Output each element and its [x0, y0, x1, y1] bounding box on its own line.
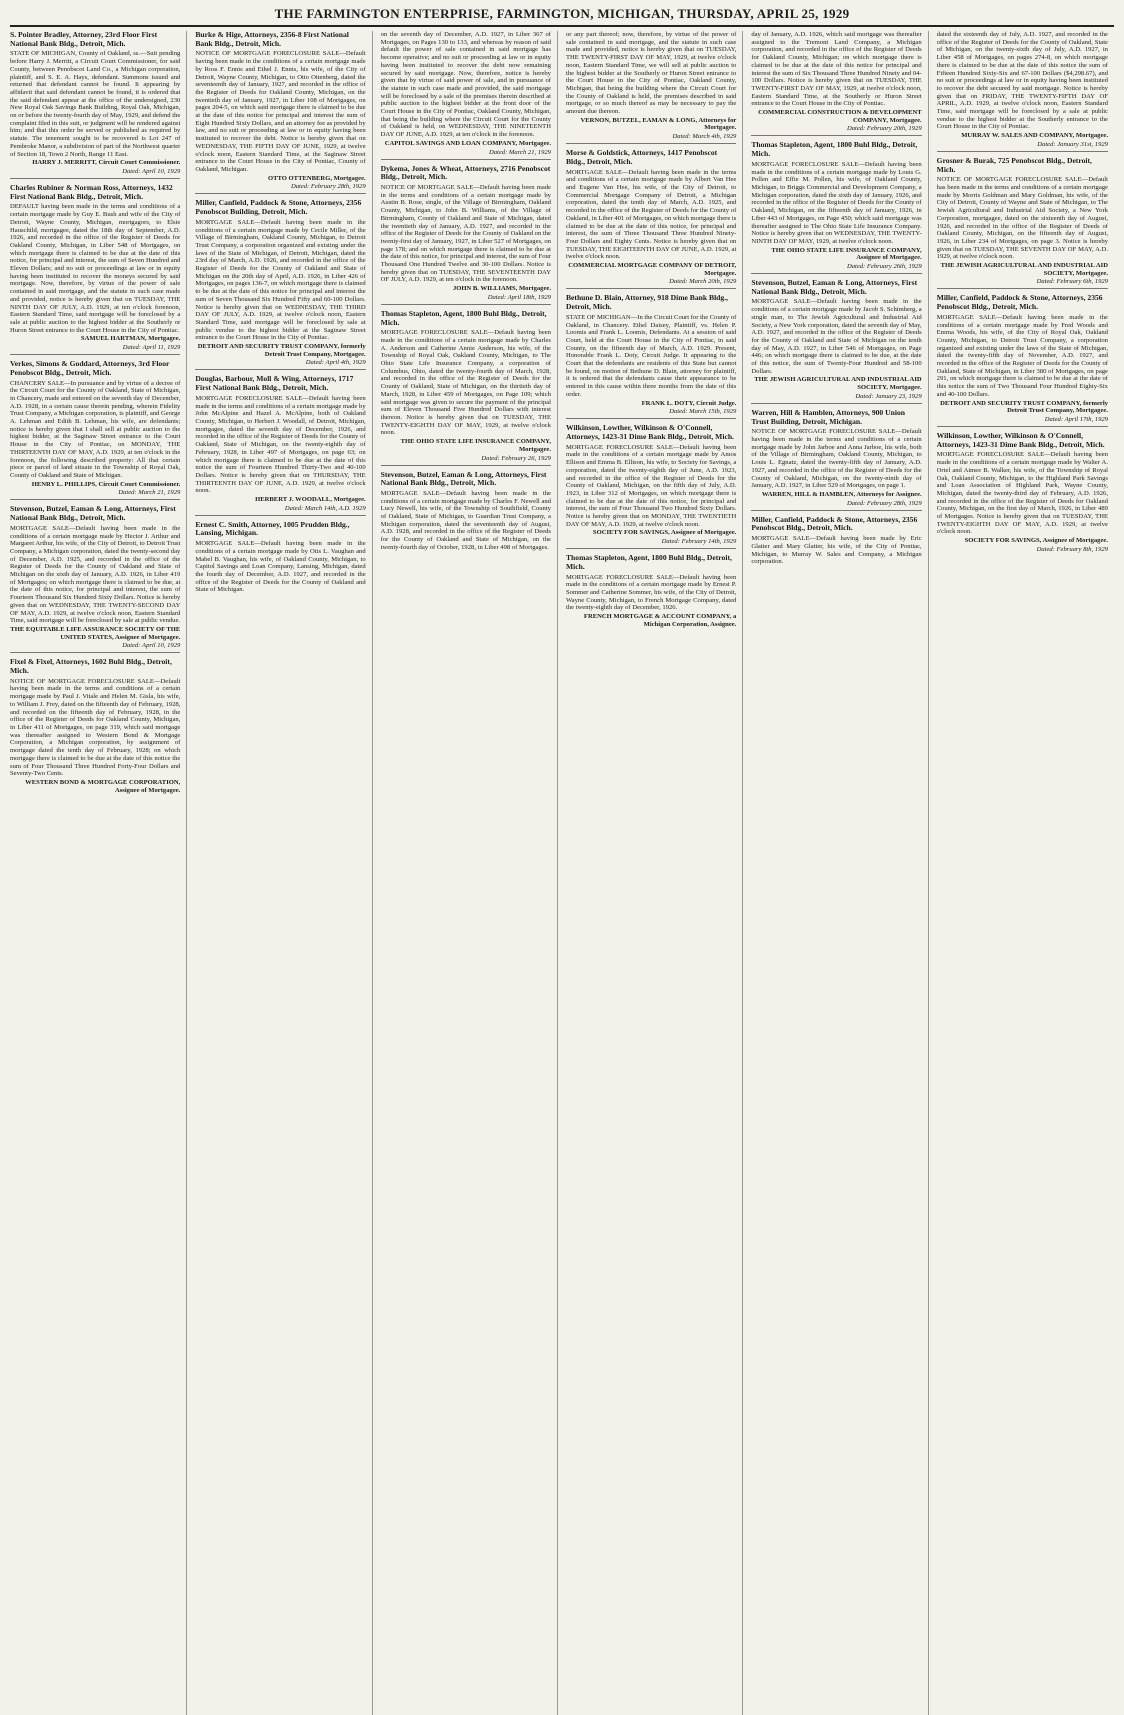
legal-notice — [381, 471, 551, 555]
column-4 — [566, 31, 743, 1715]
notice-heading: Wilkinson, Lowther, Wilkinson & O'Connell, Attorneys, 1423-31 Dime Bank Bldg., Detroit, Mich. — [565, 423, 734, 442]
notice-signature: SOCIETY FOR SAVINGS, Assignee of Mortgagee. — [964, 537, 1108, 545]
notice-body: NOTICE OF MORTGAGE FORECLOSURE SALE—Default having been made in the conditions of a certain mortgage made by Ross F. Ennis and Ethel J. Ennis, his wife, of the City of Detroit, Wayne County, Michigan, to Otto Ottenberg, dated the seventeenth day of January, 1927, and recorded in the office of the Register of Deeds for Oakland County, Michigan, on the twentieth day of January, 1927, in Liber 108 of Mortgages, on pages 204-5, on which said mortgage there is claimed to be due at the date of this notice for principal and interest the sum of Eight Hundred Sixty Dollars, and an attorney fee as provided by law, and no suit or proceeding at law or in equity having been instituted to recover the debt. Notice is hereby given that on WEDNESDAY, THE FIFTH DAY OF JUNE, 1929, at twelve o'clock noon, Eastern Standard Time, at the Saginaw Street entrance to the Court House in the City of Pontiac, County of Oakland, Michigan. — [195, 50, 366, 173]
notice-body: STATE OF MICHIGAN—In the Circuit Court for the County of Oakland, in Chancery. Ethel Daisey, Plaintiff, vs. Helen P. Loomis and Frank L. Loomis, Defendants. At a session of said Court, held at the Court House in the City of Pontiac, in said County, on the fifteenth day of March, A.D. 1929. Present, Honorable Frank L. Doty, Circuit Judge. It appearing to the Court that the defendants are residents of this State but cannot be found, on motion of Bethune D. Blain, attorney for plaintiff, it is ordered that the defendants cause their appearance to be entered in this cause within three months from the date of this order. — [565, 313, 737, 398]
legal-notice — [566, 294, 736, 419]
notice-body: MORTGAGE SALE—Default having been made in the conditions of a certain mortgage made by Cecile Miller, of the Village of Birmingham, Oakland County, Michigan, to Detroit Trust Company, a corporation organized and existing under the laws of the State of Michigan, of Detroit, Michigan, dated the 23rd day of March, A.D. 1926, and recorded in the office of the Register of Deeds for the County of Oakland and State of Michigan on the 20th day of April, A.D. 1926, in Liber 426 of Mortgages, on pages 136-7, on which mortgage there is claimed to be due at the date of this notice for principal and interest the sum of Seven Thousand Six Hundred Fifty and 60-100 Dollars. Notice is hereby given that on WEDNESDAY, THE THIRD DAY OF JULY, A.D. 1929, at twelve o'clock noon, Eastern Standard Time, said mortgage will be foreclosed by sale at public vendue to the highest bidder at the Saginaw Street entrance to the Court House in the City of Pontiac. — [195, 218, 366, 342]
notice-signature: THE JEWISH AGRICULTURAL AND INDUSTRIAL AID SOCIETY, Mortgagee. — [940, 262, 1108, 277]
notice-date: Dated: April 11, 1929 — [122, 344, 181, 352]
notice-signature: THE OHIO STATE LIFE INSURANCE COMPANY, Mortgagee. — [400, 438, 551, 453]
legal-notice — [566, 554, 736, 631]
legal-notice — [10, 360, 180, 500]
legal-notice — [566, 149, 736, 289]
legal-notice — [381, 310, 551, 466]
notice-heading: S. Pointer Bradley, Attorney, 23rd Floor First National Bank Bldg., Detroit, Mich. — [10, 31, 158, 48]
notice-signature: VERNON, BUTZEL, EAMAN & LONG, Attorneys for Mortgagee. — [580, 116, 737, 132]
notice-signature: MURRAY W. SALES AND COMPANY, Mortgagee. — [961, 132, 1108, 140]
notice-heading: Burke & Hige, Attorneys, 2356-8 First National Bank Bldg., Detroit, Mich. — [195, 31, 349, 48]
notice-heading: Grosner & Burak, 725 Penobscot Bldg., Detroit, Mich. — [936, 155, 1092, 174]
notice-date: Dated: January 31st, 1929 — [1037, 140, 1108, 148]
notice-body: or any part thereof; now, therefore, by virtue of the power of sale contained in said mortgage, and the statute in such case made and provided, notice is hereby given that on TUESDAY, THE TWENTY-FIRST DAY OF MAY, 1929, at twelve o'clock noon, Eastern Standard Time, we will sell at public auction to the highest bidder at the Southerly or Huron Street entrance to the Court House in the City of Pontiac, Oakland County, Michigan, that being the building where the Circuit Court for the County of Oakland is held, the premises described in said mortgage, or so much thereof as may be necessary to pay the amount due thereon. — [565, 31, 737, 116]
notice-body: dated the sixteenth day of July, A.D. 1927, and recorded in the office of the Register of Deeds for the County of Oakland, State of Michigan, on the twenty-sixth day of July, A.D. 1927, in Liber 458 of Mortgages, on pages 274-8, on which mortgage there is claimed to be due at the date of this notice the sum of Fifteen Hundred Sixty-Six and 67-100 Dollars ($4,298.67), and no suit or proceedings at law or in equity having been instituted to recover the debt secured by said mortgage. Notice is hereby given that on FRIDAY, THE TWENTY-FIFTH DAY OF APRIL, A.D. 1929, at twelve o'clock noon, Eastern Standard Time, said mortgage will be foreclosed by a sale at public vendue to the highest bidder at the Southerly entrance to the Court House in the City of Pontiac. — [936, 31, 1108, 131]
notice-body: MORTGAGE SALE—Default having been made in the terms and conditions of a certain mortgage made by Albert Van Hee and Eugene Van Hee, his wife, of the City of Detroit, to Commercial Mortgage Company of Detroit, a Michigan corporation, dated the tenth day of March, A.D. 1925, and recorded in the office of the Register of Deeds for the County of Oakland, in Liber 401 of Mortgages, on which mortgage there is claimed to be due at the date of this notice, for principal and interest, the sum of Three Thousand Three Hundred Ninety-Four Dollars and Eighty Cents. Notice is hereby given that on TUESDAY, THE EIGHTEENTH DAY OF JUNE, A.D. 1929, at twelve o'clock noon. — [565, 168, 737, 261]
notice-body: MORTGAGE FORECLOSURE SALE—Default having been made in the conditions of a certain mortgage made by Charles A. Anderson and Catherine Annie Anderson, his wife, of the Township of Royal Oak, Oakland County, Michigan, to The Ohio State Life Insurance Company, a corporation of Columbus, Ohio, dated the twenty-fourth day of March, 1928, and recorded in the office of the Register of Deeds for the County of Oakland, State of Michigan, on the thirtieth day of March, 1928, in Liber 459 of Mortgages, on Page 109; which said mortgage was given to secure the payment of the principal sum of Eleven Thousand Five Hundred Dollars with interest thereon. Notice is hereby given that on TUESDAY, THE TWENTY-EIGHTH DAY OF MAY, 1929, at twelve o'clock noon. — [380, 329, 551, 437]
legal-notice — [751, 516, 921, 569]
columns-container — [10, 31, 1114, 1715]
notice-body: MORTGAGE SALE—Default having been made in the conditions of a certain mortgage made by Otis L. Vaughan and Mabel B. Vaughan, his wife, of Oakland County, Michigan, to Capitol Savings and Loan Company, Lansing, Michigan, dated the fourth day of December, A.D. 1927, and recorded in the office of the Register of Deeds for the County of Oakland and State of Michigan. — [195, 540, 366, 594]
legal-notice — [195, 375, 365, 515]
notice-signature: SOCIETY FOR SAVINGS, Assignee of Mortgagee. — [592, 529, 737, 537]
notice-date: Dated: February 14th, 1929 — [661, 538, 737, 546]
legal-notice — [566, 31, 736, 144]
notice-date: Dated: February 8th, 1929 — [1036, 545, 1108, 553]
notice-date: Dated: February 28th, 1929 — [290, 183, 366, 191]
notice-date: Dated: March 15th, 1929 — [669, 408, 737, 416]
notice-heading: Charles Rubiner & Norman Ross, Attorneys, 1432 First National Bank Bldg., Detroit, Mich. — [10, 182, 173, 201]
notice-date: Dated: March 21, 1929 — [488, 148, 551, 156]
notice-body: STATE OF MICHIGAN, County of Oakland, ss.—Suit pending before Harry J. Merritt, a Circuit Court Commissioner, for said County, between Penobscot Land Co., a Michigan corporation, plaintiff, and S. E. A. Hays, defendant. Summons issued and returned that defendant cannot be found. It appearing by affidavit that said defendant cannot be found, it is ordered that the said defendant appear at the office of the undersigned, 230 New Royal Oak Savings Bank Building, Royal Oak, Michigan, on or before the twenty-fourth day of May, 1929, and defend the complaint filed in this suit, or judgment will be rendered against him; and that this order be served or published as required by statute. The tenement sought to be recovered is Lot 247 of Pembroke Manor, a subdivision of part of the Northwest quarter of Section 18, Town 2 North, Range 11 East. — [10, 50, 181, 158]
notice-heading: Stevenson, Butzel, Eaman & Long, Attorneys, First National Bank Bldg., Detroit, Mich. — [10, 504, 176, 523]
notice-date: Dated: April 18th, 1929 — [487, 293, 551, 301]
notice-heading: Verkes, Simons & Goddard, Attorneys, 3rd Floor Penobscot Bldg., Detroit, Mich. — [10, 359, 170, 377]
legal-notice — [937, 432, 1108, 556]
notice-heading: Miller, Canfield, Paddock & Stone, Attorneys, 2356 Penobscot Bldg., Detroit, Mich. — [751, 514, 918, 533]
legal-notice — [381, 165, 551, 305]
column-5 — [751, 31, 928, 1715]
notice-date: Dated: April 17th, 1929 — [1044, 416, 1108, 423]
notice-signature: SAMUEL HARTMAN, Mortgagee. — [80, 335, 181, 343]
notice-body: NOTICE OF MORTGAGE FORECLOSURE SALE—Default having been made in the terms and conditions of a certain mortgage made by John Jarboe and Anna Jarboe, his wife, both of the Village of Birmingham, Oakland County, Michigan, to Louis L. Egnatz, dated the twenty-fifth day of January, A.D. 1927, and recorded in the office of the Register of Deeds for the County of Oakland, Michigan, on the twenty-ninth day of January, A.D. 1927, in Liber 529 of Mortgages, on page 1. — [751, 428, 922, 490]
notice-body: day of January, A.D. 1926, which said mortgage was thereafter assigned to the Tremont Land Company, a Michigan corporation, and recorded in the office of the Register of Deeds for Oakland County, Michigan; on which mortgage there is claimed to be due at the date of this notice for principal and interest the sum of Six Thousand Three Hundred Ninety and 04-100 Dollars. Notice is hereby given that on TUESDAY, THE TWENTY-FIRST DAY OF MAY, 1929, at twelve o'clock noon, Eastern Standard Time, at the Southerly or Huron Street entrance to the Court House in the City of Pontiac. — [751, 31, 922, 108]
column-3 — [381, 31, 558, 1715]
column-2 — [195, 31, 372, 1715]
legal-notice — [937, 31, 1108, 152]
notice-body: CHANCERY SALE—In pursuance and by virtue of a decree of the Circuit Court for the County of Oakland, State of Michigan, in Chancery, made and entered on the seventh day of December, A.D. 1928, in a certain cause therein pending, wherein Fidelity Trust Company, a Michigan corporation, is plaintiff, and George A. Lehman and Edith B. Lehman, his wife, are defendants; notice is hereby given that I shall sell at public auction to the highest bidder, at the Saginaw Street entrance to the Court House in the City of Pontiac, on MONDAY, THE THIRTEENTH DAY OF MAY, A.D. 1929, at ten o'clock in the forenoon, the following described property: All that certain piece or parcel of land situate in the Township of Royal Oak, County of Oakland and State of Michigan. — [10, 379, 181, 479]
notice-signature: DETROIT AND SECURITY TRUST COMPANY, formerly Detroit Trust Company, Mortgagee. — [197, 343, 366, 358]
notice-date: Dated: March 14th, A.D. 1929 — [284, 504, 366, 512]
notice-body: MORTGAGE FORECLOSURE SALE—Default having been made in the conditions of a certain mortgage made by Louis G. Pollen and Effie M. Pollen, his wife, of Oakland County, Michigan, to Briggs Commercial and Development Company, a Michigan corporation, dated the sixth day of January, 1926, and recorded in the office of the Register of Deeds for the County of Oakland, Michigan, on the fifteenth day of January, 1926, in Liber 443 of Mortgages, on Page 450; which said mortgage was thereafter assigned to The Ohio State Life Insurance Company. Notice is hereby given that on WEDNESDAY, THE TWENTY-NINTH DAY OF MAY, 1929, at twelve o'clock noon. — [751, 160, 922, 245]
column-6 — [937, 31, 1114, 1715]
notice-signature: COMMERCIAL MORTGAGE COMPANY OF DETROIT, Mortgagee. — [568, 262, 737, 277]
notice-signature: THE JEWISH AGRICULTURAL AND INDUSTRIAL AID SOCIETY, Mortgagee. — [754, 376, 922, 392]
legal-notice — [10, 658, 180, 797]
notice-body: MORTGAGE FORECLOSURE SALE—Default having been made in the conditions of a certain mortgage made by Ernest P. Sommer and Catherine Sommer, his wife, of the City of Detroit, Wayne County, Michigan, to French Mortgage Company, dated the twenty-eighth day of December, 1926. — [565, 573, 737, 612]
notice-heading: Stevenson, Butzel, Eaman & Long, Attorneys, First National Bank Bldg., Detroit, Mich. — [751, 278, 918, 296]
notice-body: MORTGAGE SALE—Default having been made in the conditions of a certain mortgage made by Charles F. Newell and Lucy Newell, his wife, of the Township of Southfield, County of Oakland, State of Michigan, to Guardian Trust Company, a Michigan corporation, dated the seventeenth day of August, A.D. 1928, and recorded in the office of the Register of Deeds for the County of Oakland and State of Michigan, on the twenty-fourth day of October, 1928, in Liber 498 of Mortgages. — [380, 489, 551, 551]
notice-heading: Wilkinson, Lowther, Wilkinson & O'Connell, Attorneys, 1423-31 Dime Bank Bldg., Detroit, Mich. — [936, 431, 1105, 449]
notice-heading: Thomas Stapleton, Agent, 1800 Buhl Bldg., Detroit, Mich. — [751, 140, 918, 159]
notice-signature: THE OHIO STATE LIFE INSURANCE COMPANY, Assignee of Mortgagee. — [771, 246, 922, 262]
notice-body: MORTGAGE SALE—Default having been made by Eric Glatter and Mary Glatter, his wife, of the City of Pontiac, Michigan, to Murray W. Sales and Company, a Michigan corporation. — [751, 535, 922, 566]
notice-signature: HERBERT J. WOODALL, Mortgagee. — [255, 496, 366, 504]
notice-heading: Miller, Canfield, Paddock & Stone, Attorneys, 2356 Penobscot Bldg., Detroit, Mich. — [936, 293, 1103, 312]
notice-heading: Ernest C. Smith, Attorney, 1005 Prudden Bldg., Lansing, Michigan. — [195, 519, 350, 538]
notice-signature: DETROIT AND SECURITY TRUST COMPANY, formerly Detroit Trust Company, Mortgagee. — [940, 399, 1108, 415]
notice-body: MORTGAGE SALE—Default having been made in the conditions of a certain mortgage made by Fred Woods and Emma Woods, his wife, of the City of Royal Oak, Oakland County, Michigan, to Detroit Trust Company, a corporation organized and existing under the laws of the State of Michigan, dated the twenty-fifth day of November, A.D. 1927, and recorded in the office of the Register of Deeds for the County of Oakland, State of Michigan, in Liber 380 of Mortgages, on page 291, on which mortgage there is claimed to be due at the date of this notice the sum of Two Thousand Four Hundred Eighty-Six and 40-100 Dollars. — [936, 313, 1108, 398]
notice-signature: CAPITOL SAVINGS AND LOAN COMPANY, Mortgagee. — [384, 139, 551, 147]
notice-signature: FRANK L. DOTY, Circuit Judge. — [641, 399, 737, 407]
notice-signature: HENRY L. PHILLIPS, Circuit Court Commissioner. — [31, 480, 181, 488]
notice-signature: WESTERN BOND & MORTGAGE CORPORATION, Assignee of Mortgagee. — [25, 778, 181, 794]
notice-signature: HARRY J. MERRITT, Circuit Court Commissioner. — [32, 159, 181, 167]
notice-heading: Douglas, Barbour, Moll & Wing, Attorneys, 1717 First National Bank Bldg., Detroit, Mich. — [195, 374, 354, 393]
notice-date: Dated: January 23, 1929 — [855, 392, 922, 400]
legal-notice — [937, 157, 1108, 290]
notice-date: Dated: February 20th, 1929 — [846, 125, 922, 133]
notice-heading: Thomas Stapleton, Agent, 1800 Buhl Bldg., Detroit, Mich. — [380, 308, 547, 327]
legal-notice — [10, 31, 180, 179]
notice-body: MORTGAGE SALE—Default having been made in the conditions of a certain mortgage made by Jacob S. Schimberg, a single man, to The Jewish Agricultural and Industrial Aid Society, a New York corporation, dated the seventh day of May, A.D. 1927, and recorded in the office of the Register of Deeds for the County of Oakland and State of Michigan on the tenth day of May, A.D. 1927, in Liber 546 of Mortgages, on Page 446; on which mortgage there is claimed to be due, at the date of this notice, the sum of Twenty-Four Hundred and 58-100 Dollars. — [751, 298, 922, 375]
notice-date: Dated: April 4th, 1929 — [305, 359, 366, 367]
notice-heading: Fixel & Fixel, Attorneys, 1602 Buhl Bldg., Detroit, Mich. — [10, 657, 172, 676]
notice-signature: COMMERCIAL CONSTRUCTION & DEVELOPMENT COMPANY, Mortgagee. — [758, 109, 922, 124]
notice-body: MORTGAGE FORECLOSURE SALE—Default having been made in the terms and conditions of a certain mortgage made by John McAlpine and Hazel A. McAlpine, both of Oakland County, Michigan, to Herbert J. Woodall, of Detroit, Michigan, mortgagee, dated the seventh day of December, 1926, and recorded in the office of the Register of Deeds for the County of Oakland, State of Michigan, on the twenty-eighth day of February, 1928, in Liber 497 of Mortgages, on page 63; on which mortgage there is claimed to be due at the date of this notice the sum of Fourteen Hundred Thirty-Two and 40-100 Dollars. Notice is hereby given that on THURSDAY, THE THIRTEENTH DAY OF JUNE, A.D. 1929, at twelve o'clock noon. — [195, 394, 366, 495]
notice-date: Dated: February 6th, 1929 — [1036, 278, 1108, 286]
legal-notice — [937, 294, 1108, 427]
notice-date: Dated: April 10, 1929 — [122, 642, 181, 650]
notice-signature: JOHN B. WILLIAMS, Mortgagee. — [452, 285, 551, 293]
notice-date: Dated: March 21, 1929 — [118, 489, 181, 497]
notice-body: on the seventh day of December, A.D. 1927, in Liber 367 of Mortgages, on Pages 130 to 133, and whereas by reason of said default the power of sale contained in said mortgage has become operative; and no suit or proceeding at law or in equity having been instituted to recover the debt now remaining secured by said mortgage. Now, therefore, notice is hereby given that by virtue of said power of sale, and in pursuance of the statute in such case made and provided, the said mortgage will be foreclosed by a sale of the premises therein described at public auction to the highest bidder at the front door of the Court House in the City of Pontiac, Oakland County, Michigan, that being the building where the Circuit Court for the County of Oakland is held, on WEDNESDAY, THE NINETEENTH DAY OF JUNE, A.D. 1929, at ten o'clock in the forenoon. — [380, 31, 551, 139]
notice-signature: FRENCH MORTGAGE & ACCOUNT COMPANY, a Michigan Corporation, Assignee. — [583, 613, 737, 628]
legal-notice — [381, 31, 551, 160]
legal-notice — [10, 505, 180, 653]
legal-notice — [10, 184, 180, 355]
notice-heading: Stevenson, Butzel, Eaman & Long, Attorneys, First National Bank Bldg., Detroit, Mich. — [380, 469, 547, 488]
notice-signature: OTTO OTTENBERG, Mortgagee. — [267, 174, 366, 182]
notice-body: NOTICE OF MORTGAGE FORECLOSURE SALE—Default has been made in the terms and conditions of a certain mortgage made by Morris Goldman and Mary Goldman, his wife, of the City of Detroit, County of Wayne and State of Michigan, to The Jewish Agricultural and Industrial Aid Society, a New York Corporation, mortgagee, dated on the sixteenth day of August, 1926, and recorded in the office of the Register of Deeds of Oakland County, Michigan, on the fifteenth day of August, 1926, in Liber 234 of Mortgages, on page 3. Notice is hereby given that on TUESDAY, THE SEVENTH DAY OF MAY, A.D. 1929, at twelve o'clock noon. — [936, 176, 1108, 261]
legal-notice — [751, 409, 921, 511]
notice-date: Dated: February 26, 1929 — [481, 454, 551, 462]
legal-notice — [751, 31, 921, 136]
legal-notice — [751, 279, 921, 404]
notice-heading: Miller, Canfield, Paddock & Stone, Attorneys, 2356 Penobscot Building, Detroit, Mich. — [195, 198, 362, 217]
notice-body: MORTGAGE FORECLOSURE SALE—Default having been made in the conditions of a certain mortgage made by Walter A. Ortel and Aimee B. Walker, his wife, of the Township of Royal Oak, Oakland County, Michigan, to the Highland Park Savings and Loan Association of Highland Park, Wayne County, Michigan, dated the twenty-third day of February, A.D. 1926, and recorded in the office of the Register of Deeds for Oakland County, Michigan, on the first day of March, 1926, in Liber 489 of Mortgages. Notice is hereby given that on TUESDAY, THE TWENTY-EIGHTH DAY OF MAY, A.D. 1929, at twelve o'clock noon. — [936, 451, 1108, 536]
notice-heading: Thomas Stapleton, Agent, 1800 Buhl Bldg., Detroit, Mich. — [565, 553, 732, 571]
column-1 — [10, 31, 187, 1715]
masthead: THE FARMINGTON ENTERPRISE, FARMINGTON, MICHIGAN, THURSDAY, APRIL 25, 1929 — [10, 6, 1114, 27]
notice-date: Dated: April 10, 1929 — [122, 167, 181, 175]
legal-notice — [566, 424, 736, 549]
notice-signature: WARREN, HILL & HAMBLEN, Attorneys for Assignee. — [761, 490, 922, 498]
notice-body: MORTGAGE FORECLOSURE SALE—Default having been made in the conditions of a certain mortgage made by Amos Ellison and Emma B. Ellison, his wife, to Society for Savings, a corporation, dated the twenty-eighth day of June, A.D. 1923, and recorded in the office of the Register of Deeds for the County of Oakland, Michigan, on the fifth day of July, A.D. 1923, in Liber 312 of Mortgages, on which mortgage there is claimed to be due at the date of this notice, for principal and interest, the sum of Four Thousand Two Hundred Sixty Dollars. Notice is hereby given that on MONDAY, THE TWENTIETH DAY OF MAY, A.D. 1929, at twelve o'clock noon. — [565, 443, 737, 528]
legal-notice — [195, 199, 365, 370]
notice-date: Dated: February 26th, 1929 — [846, 263, 922, 271]
legal-notice — [195, 521, 365, 597]
notice-heading: Warren, Hill & Hamblen, Attorneys, 900 Union Trust Building, Detroit, Michigan. — [751, 407, 905, 426]
notice-date: Dated: March 20th, 1929 — [669, 278, 737, 286]
notice-body: NOTICE OF MORTGAGE SALE—Default having been made in the terms and conditions of a certain mortgage made by Austin B. Rose, single, of the Village of Birmingham, Oakland County, Michigan, to John B. Williams, of the Village of Birmingham, County of Oakland and State of Michigan, dated the twentieth day of January, A.D. 1927, and recorded in the office of the Register of Deeds for the County of Oakland on the twenty-first day of January, 1927, in Liber 527 of Mortgages, on page 178; and on which mortgage there is claimed to be due at the date of this notice, for principal and interest, the sum of Four Thousand One Hundred Twelve and 30-100 Dollars. Notice is hereby given that on TUESDAY, THE SEVENTEENTH DAY OF JULY, A.D. 1929, at ten o'clock in the forenoon. — [380, 183, 551, 284]
notice-date: Dated: February 28th, 1929 — [846, 499, 922, 507]
notice-body: DEFAULT having been made in the terms and conditions of a certain mortgage made by Guy E. Bush and wife of the City of Detroit, Wayne County, Michigan, mortgagors, to Elsie Hauschild, mortgagee, dated the 18th day of September, A.D. 1926, and recorded in the office of the Register of Deeds for Oakland County, Michigan, in Liber 548 of Mortgages, on which mortgage there is claimed to be due at the date of this notice, for principal and interest, the sum of Seven Hundred and Eleven Dollars; and no suit or proceedings at law or in equity having been instituted to recover the moneys secured by said mortgage. Now, therefore, by virtue of the power of sale contained in said mortgage, and the statute in such case made and provided, notice is hereby given that on TUESDAY, THE NINTH DAY OF JULY, A.D. 1929, at ten o'clock forenoon, Eastern Standard Time, said mortgage will be foreclosed by a sale at public auction to the highest bidder at the Southerly or Huron Street entrance to the Court House in the City of Pontiac. — [10, 203, 181, 334]
notice-date: Dated: March 4th, 1929 — [672, 133, 737, 141]
notice-body: NOTICE OF MORTGAGE FORECLOSURE SALE—Default having been made in the terms and conditions of a certain mortgage made by Paul J. Vitale and Helen M. Gisla, his wife, to William J. Frey, dated on the fifteenth day of February, 1928, and recorded on the fifteenth day of February, 1928, in the office of the Register of Deeds for Oakland County, Michigan, in Liber 411 of Mortgages, on page 319, which said mortgage was thereafter assigned to Western Bond & Mortgage Corporation, a Michigan corporation, by assignment of mortgage dated the tenth day of February, 1928; on which mortgage there is claimed to be due at the date of this notice the sum of Four Thousand Three Hundred Forty-Four Dollars and Seventy-Two Cents. — [10, 677, 181, 778]
legal-notice — [751, 141, 921, 274]
notice-signature: THE EQUITABLE LIFE ASSURANCE SOCIETY OF THE UNITED STATES, Assignee of Mortgagee. — [10, 625, 181, 641]
legal-notice — [195, 31, 365, 194]
notice-heading: Morse & Goldstick, Attorneys, 1417 Penobscot Bldg., Detroit, Mich. — [565, 148, 718, 166]
notice-heading: Dykema, Jones & Wheat, Attorneys, 2716 Penobscot Bldg., Detroit, Mich. — [380, 163, 551, 182]
notice-heading: Bethune D. Blain, Attorney, 918 Dime Bank Bldg., Detroit, Mich. — [565, 293, 729, 312]
notice-body: MORTGAGE SALE—Default having been made in the conditions of a certain mortgage made by Hector J. Arthur and Margaret Arthur, his wife, of the City of Detroit, to Detroit Trust Company, a Michigan corporation, dated the twenty-second day of December, A.D. 1925, and recorded in the office of the Register of Deeds for the County of Oakland and State of Michigan on the sixth day of January, A.D. 1926, in Liber 419 of Mortgages; on which mortgage there is claimed to be due, at the date of this notice, for principal and interest, the sum of Fourteen Thousand Six Hundred Sixty Dollars. Notice is hereby given that on WEDNESDAY, THE TWENTY-SECOND DAY OF MAY, A.D. 1929, at twelve o'clock noon, Eastern Standard Time, said mortgage will be foreclosed by sale at public vendue. — [10, 524, 181, 625]
